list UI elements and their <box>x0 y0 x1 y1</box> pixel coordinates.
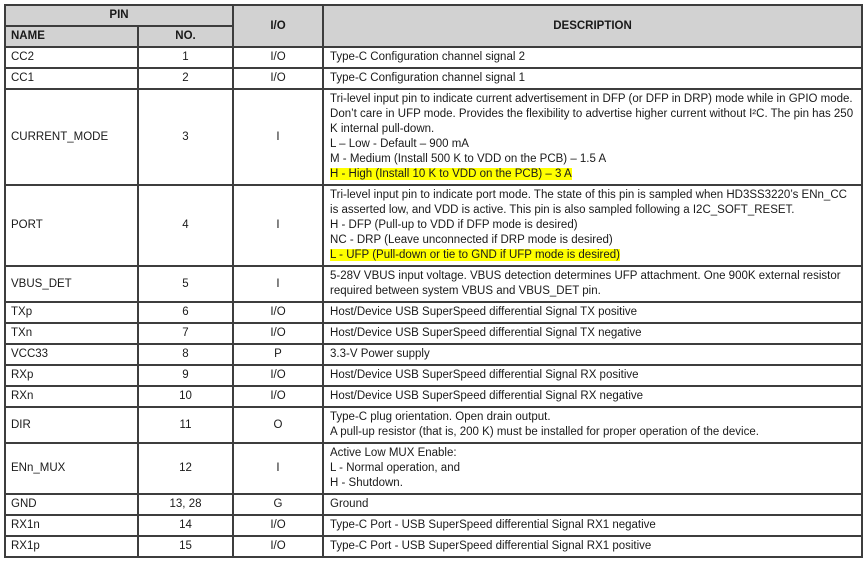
description-line: Active Low MUX Enable: <box>330 447 457 459</box>
description-line: Type-C Configuration channel signal 2 <box>330 51 525 63</box>
pin-description-cell <box>323 302 862 323</box>
description-line: H - DFP (Pull-up to VDD if DFP mode is desired) <box>330 219 578 231</box>
description-line: Tri-level input pin to indicate current advertisement in DFP (or DFP in DRP) mode while in GPIO mode. Don’t care in UFP mode. Provides the flexibility to advertise higher current without I²C. The pin has 250 K internal pull-down. <box>330 93 854 135</box>
pin-no-cell: 10 <box>138 386 233 407</box>
description-line: 3.3-V Power supply <box>330 348 430 360</box>
table-row <box>5 407 862 443</box>
table-row <box>5 68 862 89</box>
pin-no-cell: 7 <box>138 323 233 344</box>
description-column-header: DESCRIPTION <box>323 5 862 47</box>
description-line: NC - DRP (Leave unconnected if DRP mode is desired) <box>330 234 613 246</box>
description-line: Type-C Port - USB SuperSpeed differential Signal RX1 negative <box>330 519 656 531</box>
description-line: Host/Device USB SuperSpeed differential Signal RX positive <box>330 369 639 381</box>
description-line: L – Low - Default – 900 mA <box>330 138 469 150</box>
pin-name-cell: ENn_MUX <box>5 443 138 494</box>
table-row <box>5 536 862 557</box>
pin-io-cell: I/O <box>233 323 323 344</box>
pin-no-cell: 1 <box>138 47 233 68</box>
table-row <box>5 365 862 386</box>
pin-description-cell <box>323 443 862 494</box>
description-line: Host/Device USB SuperSpeed differential Signal TX positive <box>330 306 638 318</box>
pin-no-cell: 12 <box>138 443 233 494</box>
pin-description-cell <box>323 407 862 443</box>
pin-name-cell: RX1p <box>5 536 138 557</box>
description-line <box>330 167 855 182</box>
description-line: 5-28V VBUS input voltage. VBUS detection determines UFP attachment. One 900K external resistor required between system VBUS and VBUS_DET pin. <box>330 270 841 297</box>
pin-no-cell: 2 <box>138 68 233 89</box>
pin-name-cell: RXp <box>5 365 138 386</box>
pin-no-cell: 6 <box>138 302 233 323</box>
description-line: Type-C Configuration channel signal 1 <box>330 72 525 84</box>
description-line: Host/Device USB SuperSpeed differential Signal RX negative <box>330 390 644 402</box>
table-row <box>5 386 862 407</box>
pin-no-cell: 8 <box>138 344 233 365</box>
pin-table <box>4 4 863 558</box>
pin-io-cell: I/O <box>233 536 323 557</box>
pin-no-cell: 3 <box>138 89 233 185</box>
pin-name-cell: VCC33 <box>5 344 138 365</box>
table-row <box>5 302 862 323</box>
pin-name-cell: PORT <box>5 185 138 266</box>
pin-description-cell <box>323 386 862 407</box>
pin-name-cell: CURRENT_MODE <box>5 89 138 185</box>
pin-description-cell <box>323 266 862 302</box>
description-line: Ground <box>330 498 369 510</box>
pin-no-cell: 5 <box>138 266 233 302</box>
pin-no-cell: 14 <box>138 515 233 536</box>
pin-io-cell: I <box>233 443 323 494</box>
pin-no-cell: 11 <box>138 407 233 443</box>
description-line: Type-C plug orientation. Open drain output. <box>330 411 551 423</box>
highlighted-text: H - High (Install 10 K to VDD on the PCB) – 3 A <box>330 168 572 180</box>
table-row <box>5 344 862 365</box>
pin-no-cell: 4 <box>138 185 233 266</box>
name-column-header: NAME <box>5 26 138 47</box>
pin-io-cell: I/O <box>233 302 323 323</box>
pin-io-cell: I <box>233 89 323 185</box>
pin-name-cell: CC1 <box>5 68 138 89</box>
pin-description-cell <box>323 47 862 68</box>
description-line: Host/Device USB SuperSpeed differential Signal TX negative <box>330 327 642 339</box>
pin-io-cell: I/O <box>233 515 323 536</box>
pin-io-cell: I/O <box>233 386 323 407</box>
pin-name-cell: CC2 <box>5 47 138 68</box>
no-column-header: NO. <box>138 26 233 47</box>
table-row <box>5 185 862 266</box>
pin-name-cell: TXp <box>5 302 138 323</box>
description-line: Type-C Port - USB SuperSpeed differential Signal RX1 positive <box>330 540 652 552</box>
pin-name-cell: RX1n <box>5 515 138 536</box>
table-row <box>5 443 862 494</box>
header-row-1 <box>5 5 862 26</box>
pin-description-cell <box>323 515 862 536</box>
table-row <box>5 323 862 344</box>
pin-description-cell <box>323 68 862 89</box>
pin-no-cell: 15 <box>138 536 233 557</box>
pin-io-cell: I/O <box>233 68 323 89</box>
table-row <box>5 89 862 185</box>
pin-no-cell: 9 <box>138 365 233 386</box>
pin-description-cell <box>323 323 862 344</box>
description-line: Tri-level input pin to indicate port mode. The state of this pin is sampled when HD3SS3220’s ENn_CC is asserted low, and VDD is active. This pin is also sampled following a I2C_SOFT_RESET. <box>330 189 847 216</box>
description-line: H - Shutdown. <box>330 477 403 489</box>
pin-name-cell: DIR <box>5 407 138 443</box>
pin-description-cell <box>323 185 862 266</box>
pin-io-cell: I/O <box>233 47 323 68</box>
table-row <box>5 266 862 302</box>
description-line: M - Medium (Install 500 K to VDD on the PCB) – 1.5 A <box>330 153 607 165</box>
pin-name-cell: VBUS_DET <box>5 266 138 302</box>
pin-table-header <box>5 5 862 47</box>
pin-description-cell <box>323 494 862 515</box>
pin-group-header: PIN <box>5 5 233 26</box>
pin-name-cell: RXn <box>5 386 138 407</box>
io-column-header: I/O <box>233 5 323 47</box>
highlighted-text: L - UFP (Pull-down or tie to GND if UFP mode is desired) <box>330 249 620 261</box>
pin-io-cell: G <box>233 494 323 515</box>
description-line <box>330 248 855 263</box>
pin-name-cell: TXn <box>5 323 138 344</box>
description-line: A pull-up resistor (that is, 200 K) must be installed for proper operation of the device. <box>330 426 759 438</box>
pin-io-cell: I <box>233 185 323 266</box>
pin-io-cell: I <box>233 266 323 302</box>
pin-io-cell: O <box>233 407 323 443</box>
table-row <box>5 47 862 68</box>
pin-io-cell: P <box>233 344 323 365</box>
pin-description-cell <box>323 89 862 185</box>
pin-description-cell <box>323 536 862 557</box>
description-line: L - Normal operation, and <box>330 462 460 474</box>
pin-name-cell: GND <box>5 494 138 515</box>
pin-description-cell <box>323 344 862 365</box>
table-row <box>5 494 862 515</box>
table-row <box>5 515 862 536</box>
pin-io-cell: I/O <box>233 365 323 386</box>
pin-no-cell: 13, 28 <box>138 494 233 515</box>
pin-table-body <box>5 47 862 557</box>
pin-description-cell <box>323 365 862 386</box>
